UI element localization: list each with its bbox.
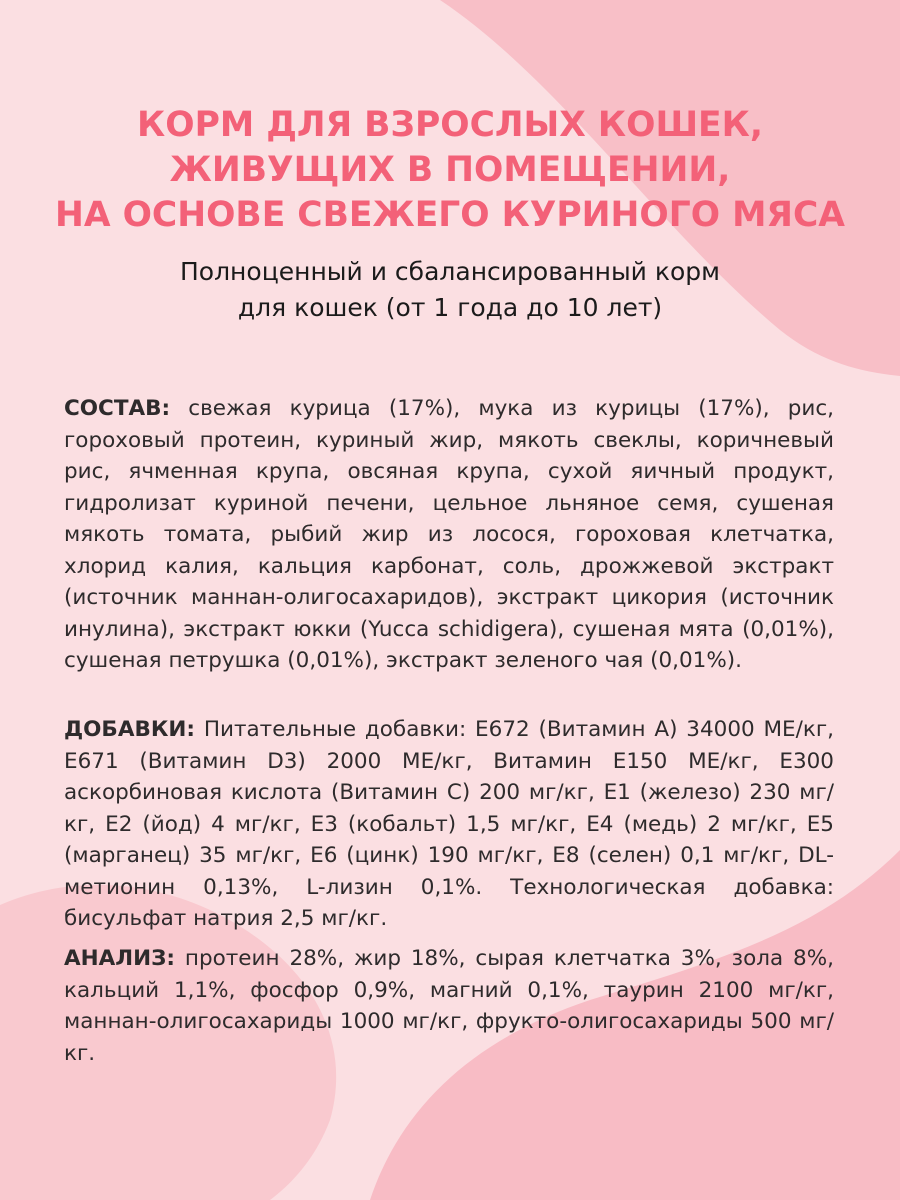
additives-section bbox=[64, 714, 834, 935]
analysis-text: протеин 28%, жир 18%, сырая клетчатка 3%, зола 8%, кальций 1,1%, фосфор 0,9%, магний 0,1%, таурин 2100 мг/кг, маннан-олигосахариды 1000 мг/кг, фрукто-олигосахариды 500 мг/кг. bbox=[64, 946, 834, 1066]
page-subtitle bbox=[60, 254, 840, 326]
title-line-2: ЖИВУЩИХ В ПОМЕЩЕНИИ, bbox=[169, 150, 731, 190]
additives-text: Питательные добавки: Е672 (Витамин А) 34000 МЕ/кг, Е671 (Витамин D3) 2000 МЕ/кг, Витамин Е150 МЕ/кг, Е300 аскорбиновая кислота (Витамин С) 200 мг/кг, Е1 (железо) 230 мг/кг, Е2 (йод) 4 мг/кг, Е3 (кобальт) 1,5 мг/кг, Е4 (медь) 2 мг/кг, Е5 (марганец) 35 мг/кг, Е6 (цинк) 190 мг/кг, Е8 (селен) 0,1 мг/кг, DL-метионин 0,13%, L-лизин 0,1%. Технологическая добавка: бисульфат натрия 2,5 мг/кг. bbox=[64, 717, 834, 931]
analysis-label: АНАЛИЗ: bbox=[64, 946, 175, 971]
analysis-section bbox=[64, 943, 834, 1069]
subtitle-line-2: для кошек (от 1 года до 10 лет) bbox=[237, 293, 663, 322]
title-line-1: КОРМ ДЛЯ ВЗРОСЛЫХ КОШЕК, bbox=[137, 105, 763, 145]
page-title bbox=[40, 103, 860, 238]
composition-label: СОСТАВ: bbox=[64, 396, 171, 421]
title-line-3: НА ОСНОВЕ СВЕЖЕГО КУРИНОГО МЯСА bbox=[54, 195, 845, 235]
additives-label: ДОБАВКИ: bbox=[64, 717, 196, 742]
subtitle-line-1: Полноценный и сбалансированный корм bbox=[179, 257, 720, 286]
composition-text: свежая курица (17%), мука из курицы (17%), рис, гороховый протеин, куриный жир, мякоть свеклы, коричневый рис, ячменная крупа, овсяная крупа, сухой яичный продукт, гидролизат куриной печени, цельное льняное семя, сушеная мякоть томата, рыбий жир из лосося, гороховая клетчатка, хлорид калия, кальция карбонат, соль, дрожжевой экстракт (источник маннан-олигосахаридов), экстракт цикория (источник инулина), экстракт юкки (Yucca schidigera), сушеная мята (0,01%), сушеная петрушка (0,01%), экстракт зеленого чая (0,01%). bbox=[64, 396, 834, 673]
composition-section bbox=[64, 393, 834, 677]
